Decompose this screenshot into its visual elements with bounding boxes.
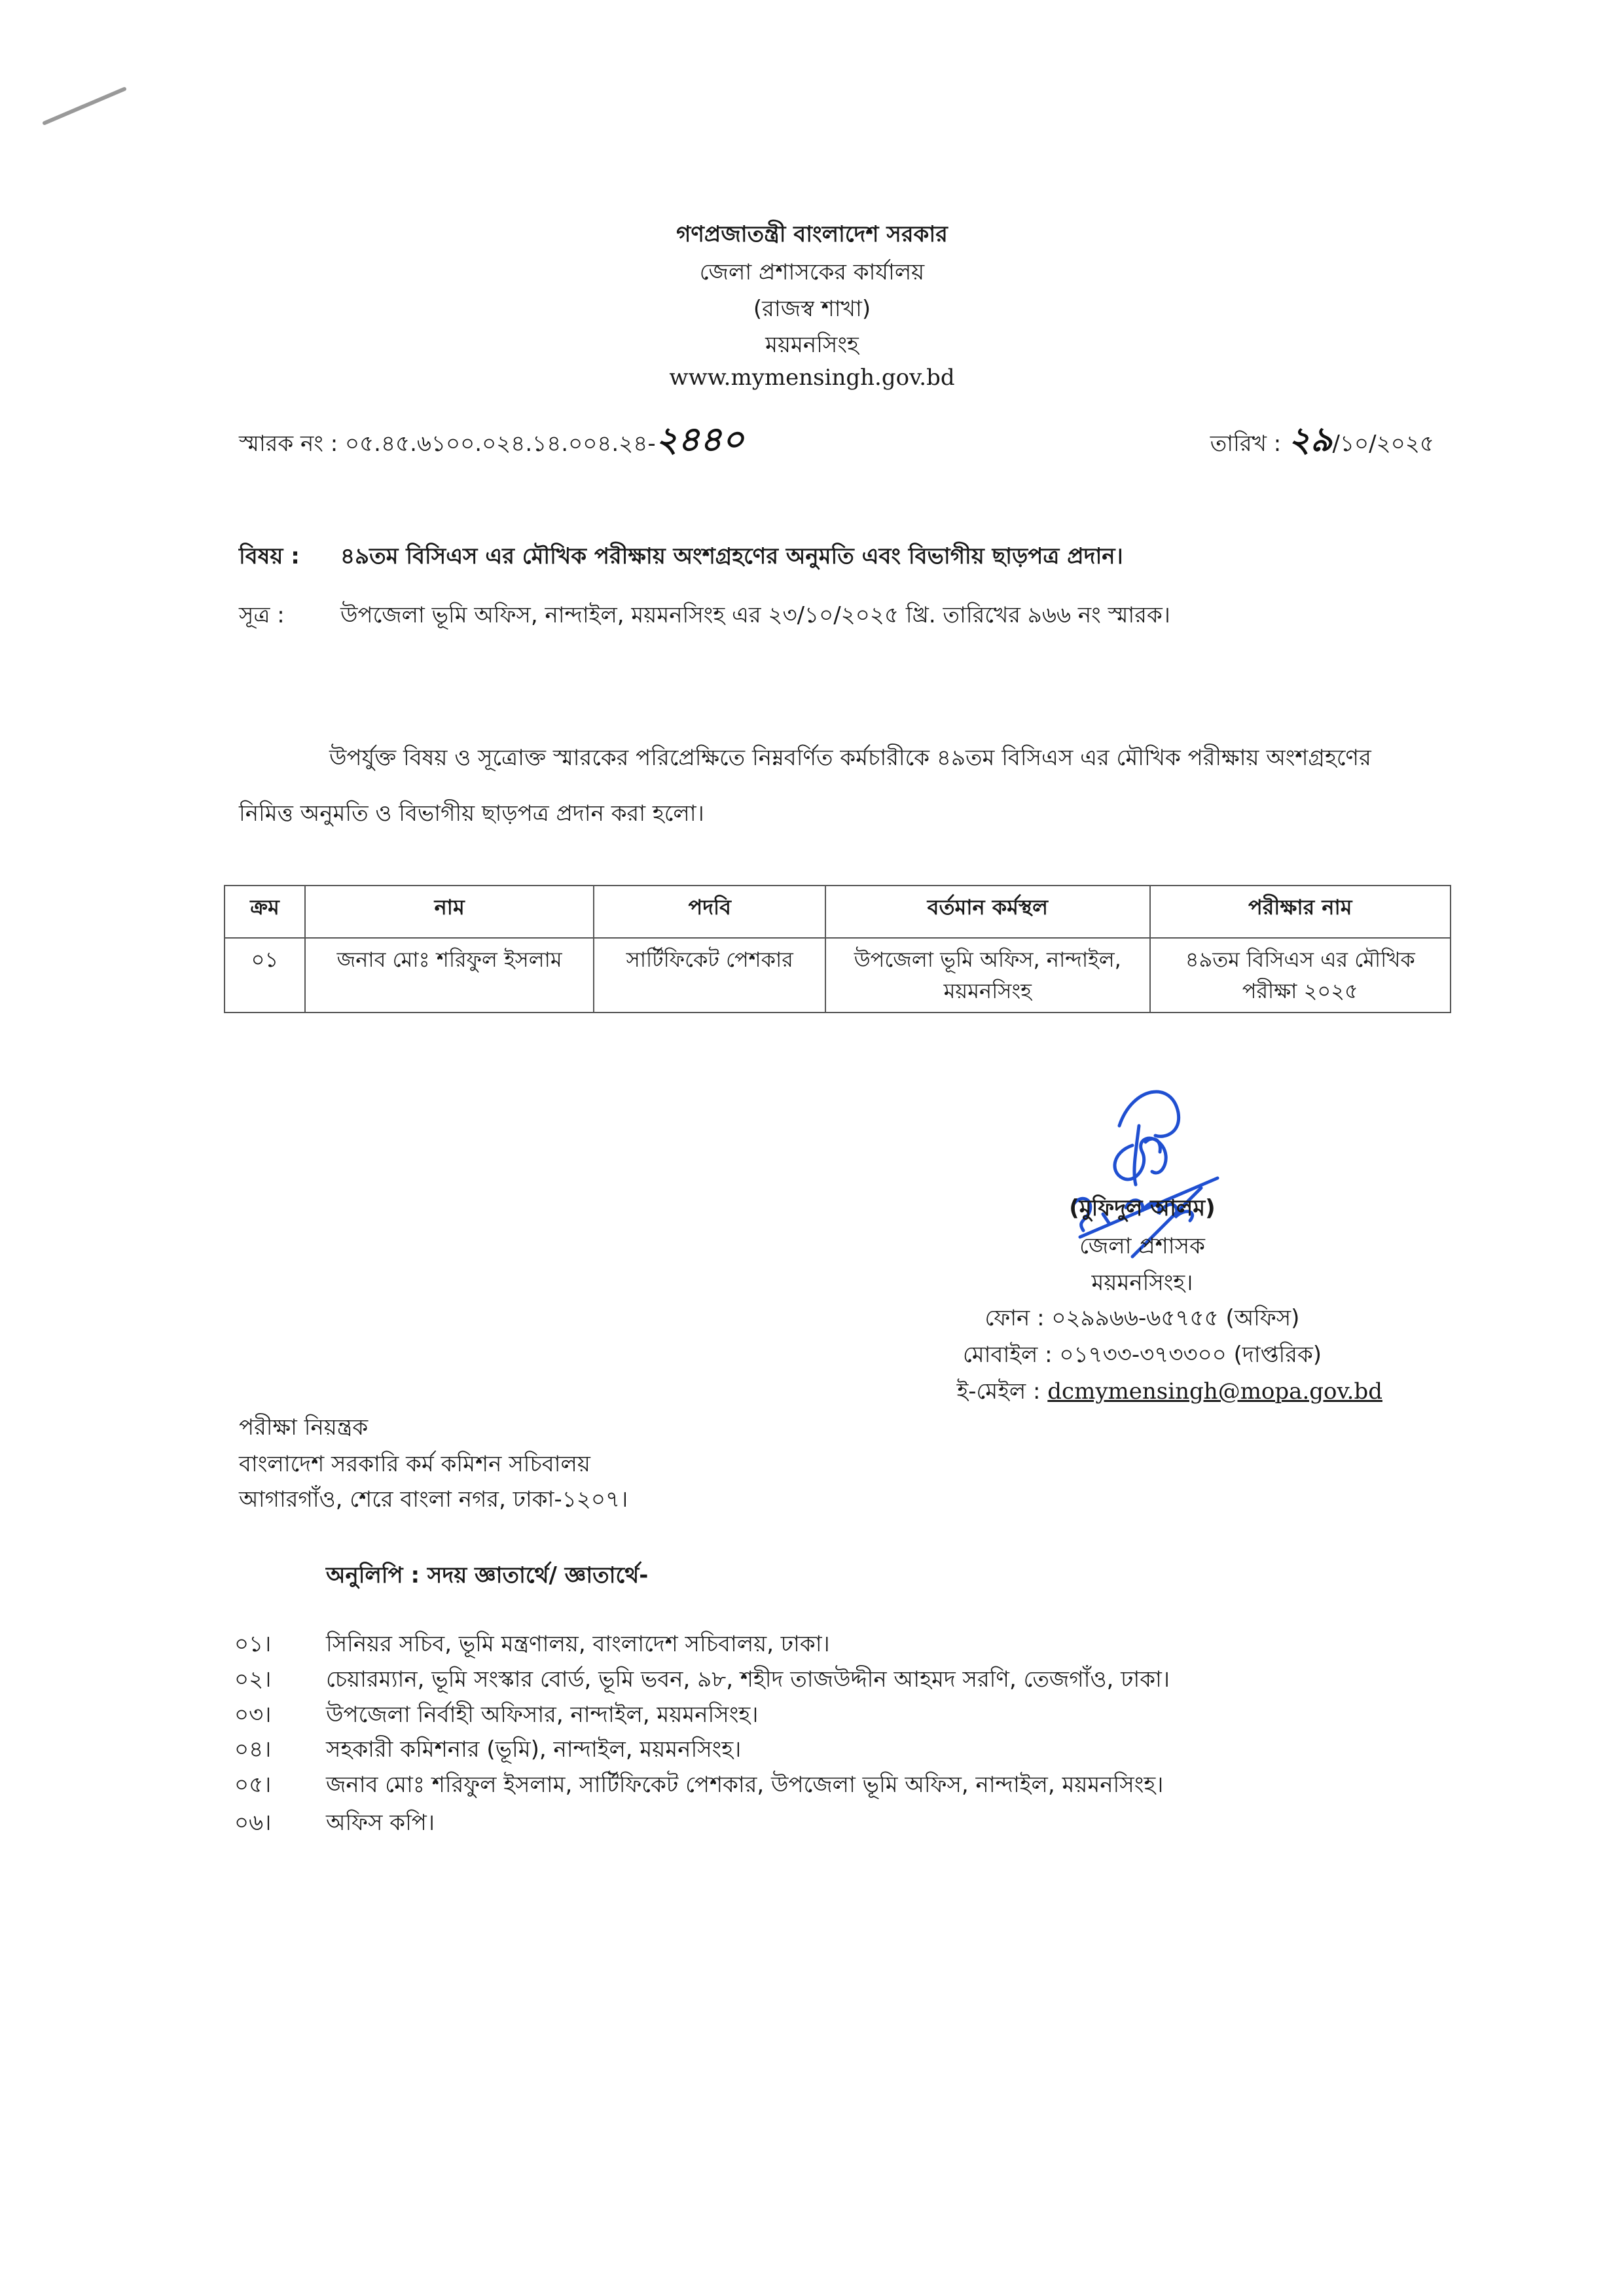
col-designation: পদবি bbox=[594, 886, 825, 938]
government-title: গণপ্রজাতন্ত্রী বাংলাদেশ সরকার bbox=[676, 221, 948, 247]
copy-number: ০২। bbox=[234, 1666, 272, 1693]
signatory-name: (মুফিদুল আলম) bbox=[1069, 1195, 1216, 1221]
email-link[interactable]: dcmymensingh@mopa.gov.bd bbox=[1047, 1378, 1382, 1405]
copy-number: ০৫। bbox=[234, 1772, 272, 1798]
addressee-line-3: আগারগাঁও, শেরে বাংলা নগর, ঢাকা-১২০৭। bbox=[239, 1486, 628, 1513]
copy-item: অফিস কপি। bbox=[326, 1810, 435, 1836]
col-exam: পরীক্ষার নাম bbox=[1150, 886, 1451, 938]
scan-scratch-mark bbox=[39, 85, 131, 131]
table-header-row bbox=[225, 886, 1451, 938]
cell-name: জনাব মোঃ শরিফুল ইসলাম bbox=[305, 938, 594, 1013]
cell-designation: সার্টিফিকেট পেশকার bbox=[594, 938, 825, 1013]
copy-item: সহকারী কমিশনার (ভূমি), নান্দাইল, ময়মনসিংহ। bbox=[326, 1736, 742, 1763]
memo-handwritten-number: ২৪৪০ bbox=[655, 420, 744, 459]
copy-item: জনাব মোঃ শরিফুল ইসলাম, সার্টিফিকেট পেশকার, উপজেলা ভূমি অফিস, নান্দাইল, ময়মনসিংহ। bbox=[326, 1772, 1164, 1798]
date-rest: /১০/২০২৫ bbox=[1332, 431, 1434, 457]
email-label: ই-মেইল : bbox=[956, 1378, 1041, 1405]
signatory-district: ময়মনসিংহ। bbox=[1091, 1270, 1193, 1296]
addressee-line-1: পরীক্ষা নিয়ন্ত্রক bbox=[239, 1414, 369, 1441]
date-label: তারিখ : bbox=[1210, 431, 1282, 457]
col-name: নাম bbox=[305, 886, 594, 938]
district-name: ময়মনসিংহ bbox=[765, 332, 859, 358]
copy-item: উপজেলা নির্বাহী অফিসার, নান্দাইল, ময়মনসিংহ। bbox=[326, 1702, 759, 1728]
col-workplace: বর্তমান কর্মস্থল bbox=[825, 886, 1149, 938]
body-line-1: উপর্যুক্ত বিষয় ও সূত্রোক্ত স্মারকের পরিপ্রেক্ষিতে নিম্নবর্ণিত কর্মচারীকে ৪৯তম বিসিএস এর মৌখিক পরীক্ষায় অংশগ্রহণের bbox=[329, 745, 1371, 771]
copy-number: ০৪। bbox=[234, 1736, 272, 1763]
website: www.mymensingh.gov.bd bbox=[669, 365, 955, 391]
table-row bbox=[225, 938, 1451, 1013]
memo-number bbox=[239, 420, 744, 459]
cell-serial: ০১ bbox=[225, 938, 305, 1013]
branch-name: (রাজস্ব শাখা) bbox=[753, 296, 871, 322]
col-serial: ক্রম bbox=[225, 886, 305, 938]
copy-number: ০৩। bbox=[234, 1702, 272, 1728]
memo-label: স্মারক নং : ০৫.৪৫.৬১০০.০২৪.১৪.০০৪.২৪- bbox=[239, 431, 656, 457]
signatory-designation: জেলা প্রশাসক bbox=[1079, 1233, 1205, 1259]
copy-number: ০৬। bbox=[234, 1810, 272, 1836]
signatory-mobile: মোবাইল : ০১৭৩৩-৩৭৩৩০০ (দাপ্তরিক) bbox=[962, 1342, 1322, 1368]
addressee-line-2: বাংলাদেশ সরকারি কর্ম কমিশন সচিবালয় bbox=[239, 1451, 590, 1477]
date-handwritten-day: ২৯ bbox=[1288, 420, 1333, 459]
cell-exam: ৪৯তম বিসিএস এর মৌখিক পরীক্ষা ২০২৫ bbox=[1150, 938, 1451, 1013]
signatory-email-line bbox=[957, 1378, 1382, 1405]
subject-text: ৪৯তম বিসিএস এর মৌখিক পরীক্ষায় অংশগ্রহণের অনুমতি এবং বিভাগীয় ছাড়পত্র প্রদান। bbox=[340, 543, 1123, 569]
copy-number: ০১। bbox=[234, 1631, 272, 1657]
copy-item: সিনিয়র সচিব, ভূমি মন্ত্রণালয়, বাংলাদেশ সচিবালয়, ঢাকা। bbox=[326, 1631, 830, 1657]
copy-item: চেয়ারম্যান, ভূমি সংস্কার বোর্ড, ভূমি ভবন, ৯৮, শহীদ তাজউদ্দীন আহমদ সরণি, তেজগাঁও, ঢাকা। bbox=[326, 1666, 1170, 1693]
copies-heading: অনুলিপি : সদয় জ্ঞাতার্থে/ জ্ঞাতার্থে- bbox=[326, 1562, 649, 1588]
body-line-2: নিমিত্ত অনুমতি ও বিভাগীয় ছাড়পত্র প্রদান করা হলো। bbox=[239, 800, 704, 827]
subject-label: বিষয় : bbox=[239, 543, 300, 569]
office-name: জেলা প্রশাসকের কার্যালয় bbox=[699, 259, 925, 285]
employee-table bbox=[224, 885, 1451, 1013]
source-text: উপজেলা ভূমি অফিস, নান্দাইল, ময়মনসিংহ এর ২৩/১০/২০২৫ খ্রি. তারিখের ৯৬৬ নং স্মারক। bbox=[340, 602, 1170, 628]
memo-date bbox=[1210, 420, 1434, 459]
signatory-phone: ফোন : ০২৯৯৬৬-৬৫৭৫৫ (অফিস) bbox=[984, 1305, 1300, 1331]
source-label: সূত্র : bbox=[239, 602, 285, 628]
cell-workplace: উপজেলা ভূমি অফিস, নান্দাইল, ময়মনসিংহ bbox=[825, 938, 1149, 1013]
